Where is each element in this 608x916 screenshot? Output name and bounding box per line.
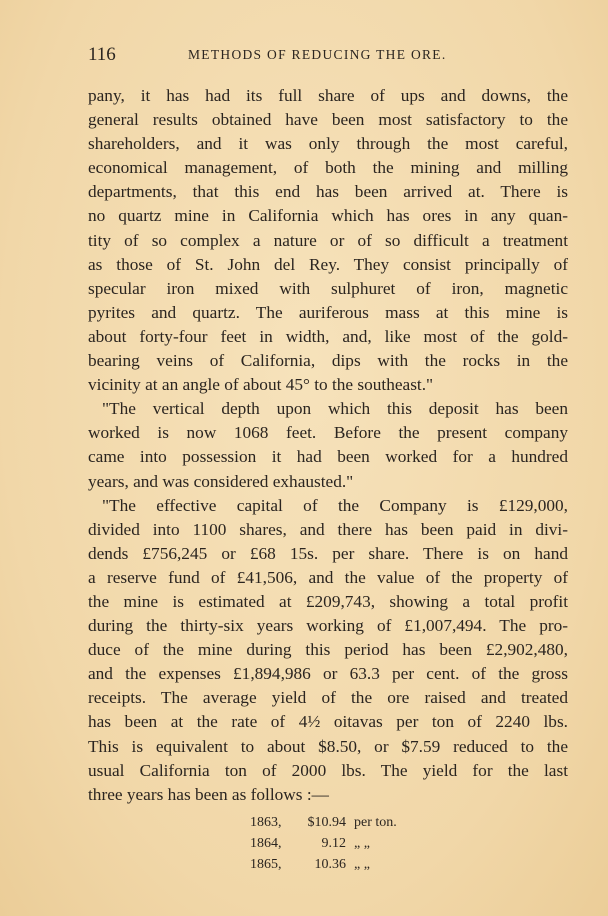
cell-unit: „ „ (354, 836, 370, 851)
cell-year: 1863, (250, 815, 282, 830)
text-line: pany, it has had its full share of ups and downs, the (88, 86, 568, 105)
text-line: divided into 1100 shares, and there has been paid in divi- (88, 519, 568, 539)
table-row (250, 833, 397, 854)
text-line: the mine is estimated at £209,743, showing a total profit (88, 591, 568, 611)
text-line: vicinity at an angle of about 45° to the southeast." (88, 375, 434, 395)
text-line: shareholders, and it was only through the most careful, (88, 134, 568, 154)
text-line: departments, that this end has been arrived at. There is (88, 182, 568, 202)
cell-amount: 9.12 (321, 836, 346, 851)
text-line: bearing veins of California, dips with the rocks in the (88, 351, 568, 371)
text-line: tity of so complex a nature or of so difficult a treatment (88, 230, 568, 250)
page-header (88, 44, 568, 68)
body-text (88, 84, 568, 807)
text-line: specular iron mixed with sulphuret of iron, magnetic (88, 278, 568, 298)
text-line: duce of the mine during this period has been £2,902,480, (88, 640, 568, 660)
text-line: economical management, of both the mining and milling (88, 158, 568, 178)
text-line: as those of St. John del Rey. They consist principally of (88, 254, 568, 274)
text-line: a reserve fund of £41,506, and the value of the property of (88, 567, 568, 587)
text-line: usual California ton of 2000 lbs. The yield for the last (88, 760, 568, 780)
cell-unit: „ „ (354, 857, 370, 872)
text-line: during the thirty-six years working of £1,007,494. The pro- (88, 616, 568, 636)
running-title: METHODS OF REDUCING THE ORE. (188, 47, 447, 62)
page-number: 116 (88, 44, 116, 65)
table-row (250, 854, 397, 875)
cell-unit: per ton. (354, 815, 397, 830)
yield-table (250, 812, 397, 875)
cell-year: 1865, (250, 857, 282, 872)
text-line: "The vertical depth upon which this deposit has been (102, 399, 568, 419)
text-line: receipts. The average yield of the ore raised and treated (88, 688, 568, 708)
text-line: pyrites and quartz. The auriferous mass at this mine is (88, 302, 568, 322)
text-line: no quartz mine in California which has ores in any quan- (88, 206, 568, 226)
text-line: general results obtained have been most satisfactory to the (88, 110, 568, 130)
text-line: dends £756,245 or £68 15s. per share. There is on hand (88, 543, 568, 563)
text-line: years, and was considered exhausted." (88, 471, 354, 491)
table-row (250, 812, 397, 833)
cell-amount: $10.94 (307, 815, 346, 830)
cell-year: 1864, (250, 836, 282, 851)
text-line: three years has been as follows :— (88, 784, 329, 804)
text-line: has been at the rate of 4½ oitavas per ton of 2240 lbs. (88, 712, 568, 732)
text-line: "The effective capital of the Company is £129,000, (102, 495, 568, 515)
text-line: about forty-four feet in width, and, like most of the gold- (88, 326, 568, 346)
text-line: came into possession it had been worked for a hundred (88, 447, 568, 467)
text-line: and the expenses £1,894,986 or 63.3 per cent. of the gross (88, 664, 568, 684)
cell-amount: 10.36 (314, 857, 346, 872)
text-line: This is equivalent to about $8.50, or $7.59 reduced to the (88, 736, 568, 756)
text-line: worked is now 1068 feet. Before the present company (88, 423, 568, 443)
